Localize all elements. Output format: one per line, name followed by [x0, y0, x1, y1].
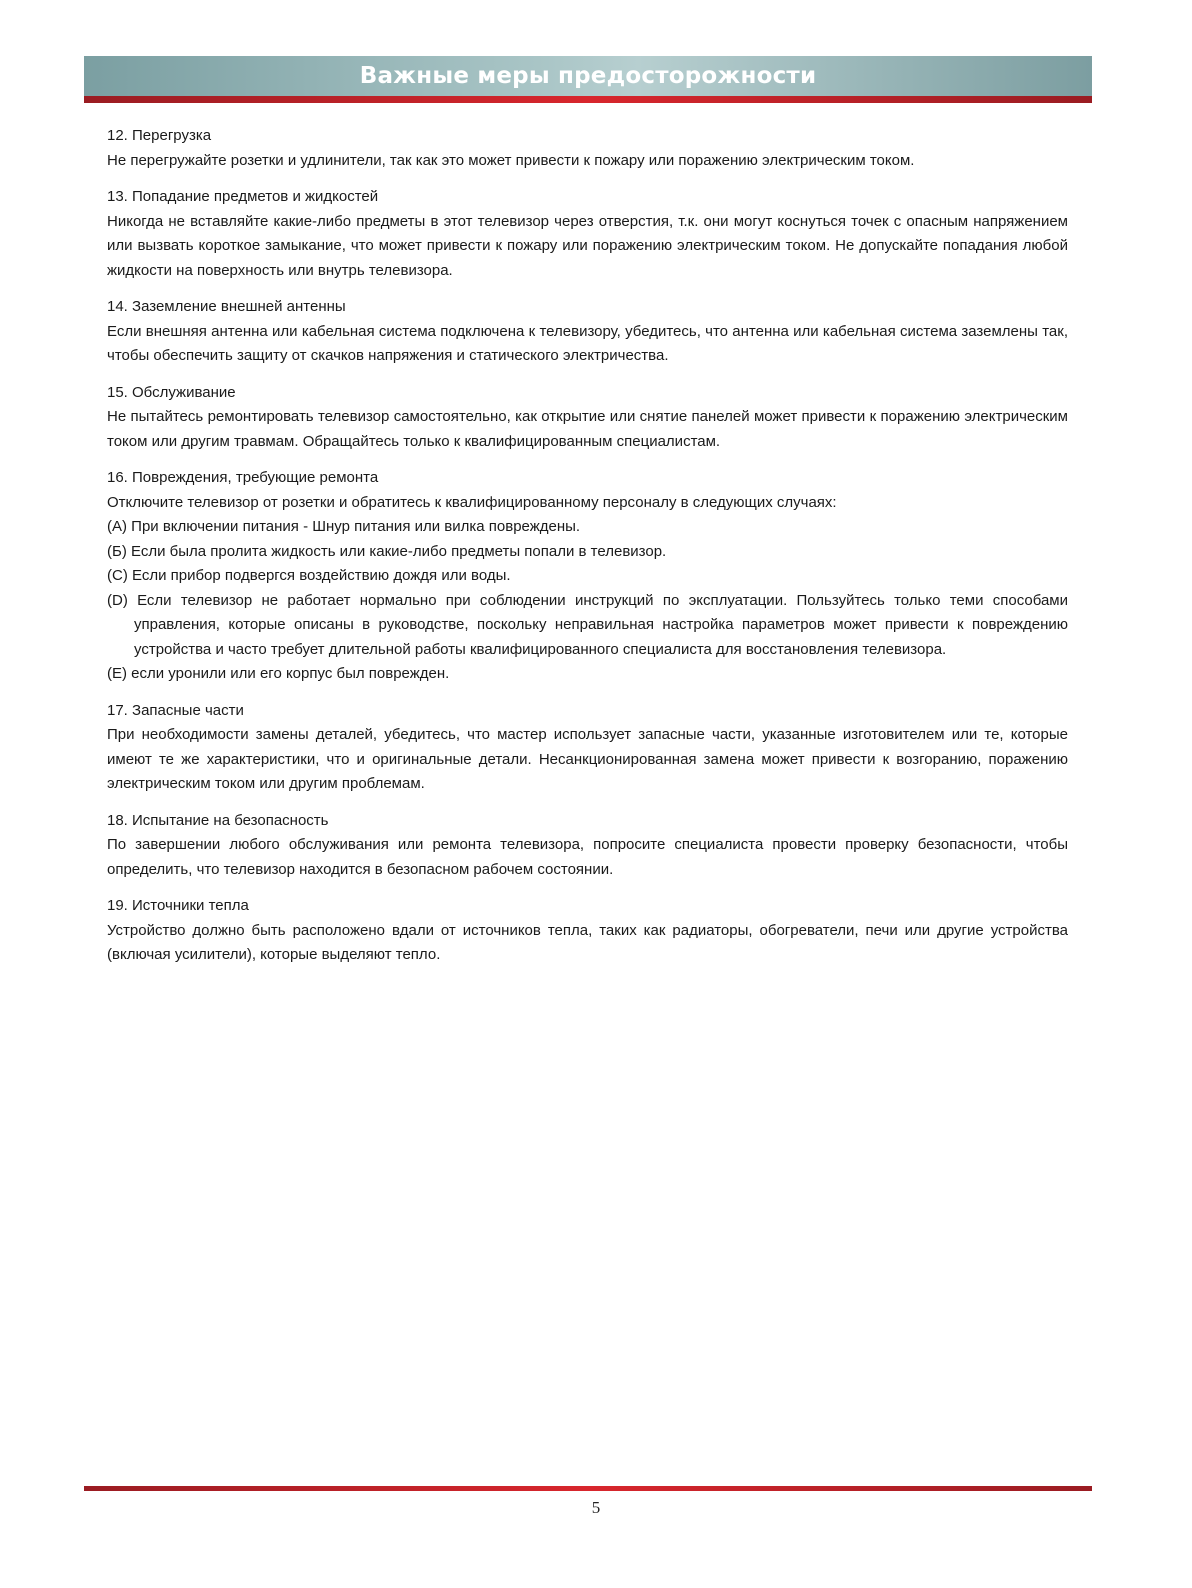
- list-item: (D) Если телевизор не работает нормально при соблюдении инструкций по эксплуатации. Пользуйтесь только теми способами управления, которые описаны в руководстве, поскольку неправильная настройка параметров может привести к повреждению устройства и часто требует длительной работы квалифицированного специалиста для восстановления телевизора.: [107, 591, 1068, 658]
- section-text: Никогда не вставляйте какие-либо предметы в этот телевизор через отверстия, т.к. они могут коснуться точек с опасным напряжением или вызвать короткое замыкание, что может привести к пожару или поражению электрическим током. Не допускайте попадания любой жидкости на поверхность или внутрь телевизора.: [107, 212, 1068, 279]
- section-antenna-grounding: [107, 295, 1068, 369]
- section-title: 12. Перегрузка: [107, 127, 212, 144]
- section-text: Если внешняя антенна или кабельная система подключена к телевизору, убедитесь, что антенна или кабельная система заземлены так, чтобы обеспечить защиту от скачков напряжения и статического электричества.: [107, 322, 1068, 364]
- section-heat-sources: [107, 894, 1068, 968]
- page-header: [84, 56, 1092, 96]
- section-servicing: [107, 381, 1068, 455]
- section-text: Не перегружайте розетки и удлинители, так как это может привести к пожару или поражению электрическим током.: [107, 151, 915, 169]
- list-item: (E) если уронили или его корпус был поврежден.: [107, 665, 450, 682]
- list-item: (Б) Если была пролита жидкость или какие-либо предметы попали в телевизор.: [107, 542, 667, 560]
- section-title: 18. Испытание на безопасность: [107, 811, 329, 829]
- section-title: 14. Заземление внешней антенны: [107, 298, 346, 315]
- document-body: [107, 124, 1068, 980]
- section-text: Устройство должно быть расположено вдали от источников тепла, таких как радиаторы, обогреватели, печи или другие устройства (включая усилители), которые выделяют тепло.: [107, 921, 1068, 963]
- page-title: Важные меры предосторожности: [359, 63, 817, 89]
- section-title: 15. Обслуживание: [107, 383, 236, 401]
- section-text: Не пытайтесь ремонтировать телевизор самостоятельно, как открытие или снятие панелей может привести к поражению электрическим током или другим травмам. Обращайтесь только к квалифицированным специалистам.: [107, 408, 1068, 450]
- section-title: 19. Источники тепла: [107, 897, 249, 914]
- section-damage-repair: [107, 466, 1068, 687]
- section-text: При необходимости замены деталей, убедитесь, что мастер использует запасные части, указанные изготовителем или те, которые имеют те же характеристики, что и оригинальные детали. Несанкционированная замена может привести к возгоранию, поражению электрическим током или другим проблемам.: [107, 726, 1068, 792]
- section-text: По завершении любого обслуживания или ремонта телевизора, попросите специалиста провести проверку безопасности, чтобы определить, что телевизор находится в безопасном рабочем состоянии.: [107, 836, 1068, 878]
- section-overload: [107, 124, 1068, 173]
- page-number: 5: [591, 1498, 601, 1517]
- section-title: 13. Попадание предметов и жидкостей: [107, 188, 379, 205]
- list-item: (A) При включении питания - Шнур питания или вилка повреждены.: [107, 518, 581, 535]
- section-title: 17. Запасные части: [107, 701, 244, 719]
- section-spare-parts: [107, 699, 1068, 797]
- list-item: (C) Если прибор подвергся воздействию дождя или воды.: [107, 567, 511, 584]
- section-objects-liquids: [107, 185, 1068, 283]
- footer-divider: [84, 1486, 1092, 1491]
- header-divider: [84, 96, 1092, 103]
- section-title: 16. Повреждения, требующие ремонта: [107, 469, 379, 486]
- section-safety-check: [107, 809, 1068, 883]
- section-text: Отключите телевизор от розетки и обратитесь к квалифицированному персоналу в следующих случаях:: [107, 493, 837, 511]
- damage-case-list: [107, 515, 1068, 687]
